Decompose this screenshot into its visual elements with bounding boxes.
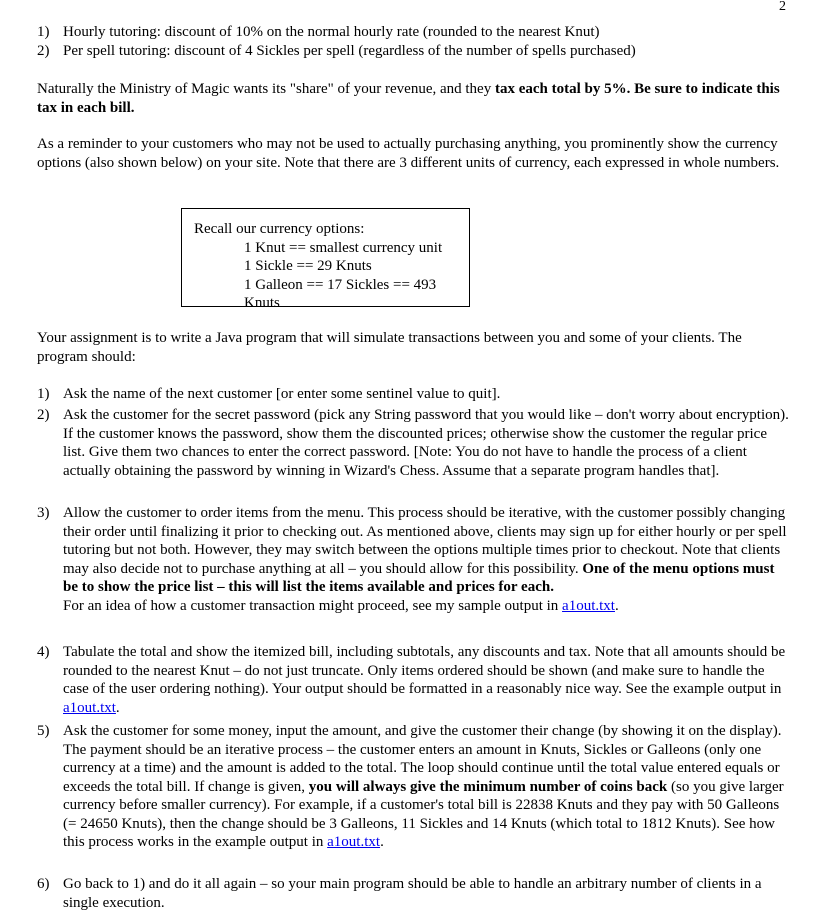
list-text: Tabulate the total and show the itemized bill, including subtotals, any discounts and tax. Note that all amounts should be rounded to the nearest Knut – do not just truncate. Only items ordered should be shown (and make sure to handle the case of the user ordering nothing). Your output should be formatted in a reasonably nice way. See the example output in a1out.txt. — [63, 644, 786, 716]
reminder-paragraph: As a reminder to your customers who may not be used to actually purchasing anything, you prominently show the currency options (also shown below) on your site. Note that there are 3 different units of currency, each expressed in whole numbers. — [37, 136, 780, 171]
list-number: 6) — [37, 876, 50, 892]
list-text: Ask the name of the next customer [or enter some sentinel value to quit]. — [63, 386, 501, 402]
list-number: 4) — [37, 644, 50, 660]
list-text: Hourly tutoring: discount of 10% on the normal hourly rate (rounded to the nearest Knut) — [63, 24, 600, 40]
list-text: Ask the customer for the secret password (pick any String password that you would like – don't worry about encryption). If the customer knows the password, show them the discounted prices; otherwise show the customer the regular price list. Give them two chances to enter the correct password. [Note: You do not have to handle the process of a client actually obtaining the password by winning in Wizard's Chess. Assume that a separate program handles that]. — [63, 407, 789, 479]
list-number: 3) — [37, 505, 50, 521]
tax-emphasis: tax each total by 5%. Be sure to indicate this tax in each bill. — [37, 81, 780, 116]
tax-paragraph: Naturally the Ministry of Magic wants its "share" of your revenue, and they tax each total by 5%. Be sure to indicate this tax in each bill. — [37, 81, 780, 116]
sample-output-link[interactable]: a1out.txt — [562, 597, 615, 614]
currency-box-title: Recall our currency options: — [194, 221, 365, 237]
sample-output-link[interactable]: a1out.txt — [327, 834, 381, 850]
list-number: 1) — [37, 386, 50, 402]
step-1 — [37, 385, 789, 404]
step-6 — [37, 875, 789, 912]
list-number: 2) — [37, 43, 50, 59]
minimum-coins-emphasis: you will always give the minimum number of coins back — [308, 778, 668, 795]
step-3 — [37, 504, 789, 615]
discount-item-hourly — [37, 23, 789, 42]
assignment-paragraph: Your assignment is to write a Java program that will simulate transactions between you and some of your clients. The program should: — [37, 330, 742, 365]
list-number: 2) — [37, 407, 50, 423]
list-text: Go back to 1) and do it all again – so your main program should be able to handle an arbitrary number of clients in a single execution. — [63, 876, 762, 911]
list-number: 1) — [37, 24, 50, 40]
currency-box — [181, 208, 470, 311]
page-number: 2 — [779, 0, 786, 14]
list-number: 5) — [37, 723, 50, 739]
list-text: Ask the customer for some money, input the amount, and give the customer their change (by showing it on the display). The payment should be an iterative process – the customer enters an amount in Knuts, Sickles or Galleons (only one currency at a time) and the amount is added to the total. The loop should continue until the total value entered equals or exceeds the total bill. If change is given, you will always give the minimum number of coins back (so you give larger currency before smaller currency). For example, if a customer's total bill is 22838 Knuts and they pay with 50 Galleons (= 24650 Knuts), then the change should be 3 Galleons, 11 Sickles and 14 Knuts (which total to 1812 Knuts). See how this process works in the example output in a1out.txt. — [63, 723, 784, 850]
currency-line-sickle: 1 Sickle == 29 Knuts — [244, 258, 372, 274]
menu-requirement-emphasis: One of the menu options must be to show the price list – this will list the items available and prices for each. — [63, 560, 775, 595]
step-5 — [37, 722, 789, 852]
sample-output-note: For an idea of how a customer transaction might proceed, see my sample output in a1out.txt. — [63, 597, 619, 614]
currency-line-galleon: 1 Galleon == 17 Sickles == 493 Knuts — [244, 276, 437, 311]
list-text: Per spell tutoring: discount of 4 Sickles per spell (regardless of the number of spells purchased) — [63, 43, 636, 59]
step-4 — [37, 643, 789, 717]
currency-line-knut: 1 Knut == smallest currency unit — [244, 239, 443, 256]
sample-output-link[interactable]: a1out.txt — [63, 699, 116, 716]
step-2 — [37, 406, 789, 480]
discount-item-per-spell — [37, 42, 789, 61]
list-text: Allow the customer to order items from the menu. This process should be iterative, with the customer possibly changing their order until finalizing it prior to checking out. As mentioned above, clients may sign up for either hourly or per spell tutoring but not both. However, they may switch between the options multiple times prior to checkout. Note that clients may also decide not to purchase anything at all – you should allow for this possibility. One of the menu options must be to show the price list – this will list the items available and prices for each. — [63, 505, 787, 595]
